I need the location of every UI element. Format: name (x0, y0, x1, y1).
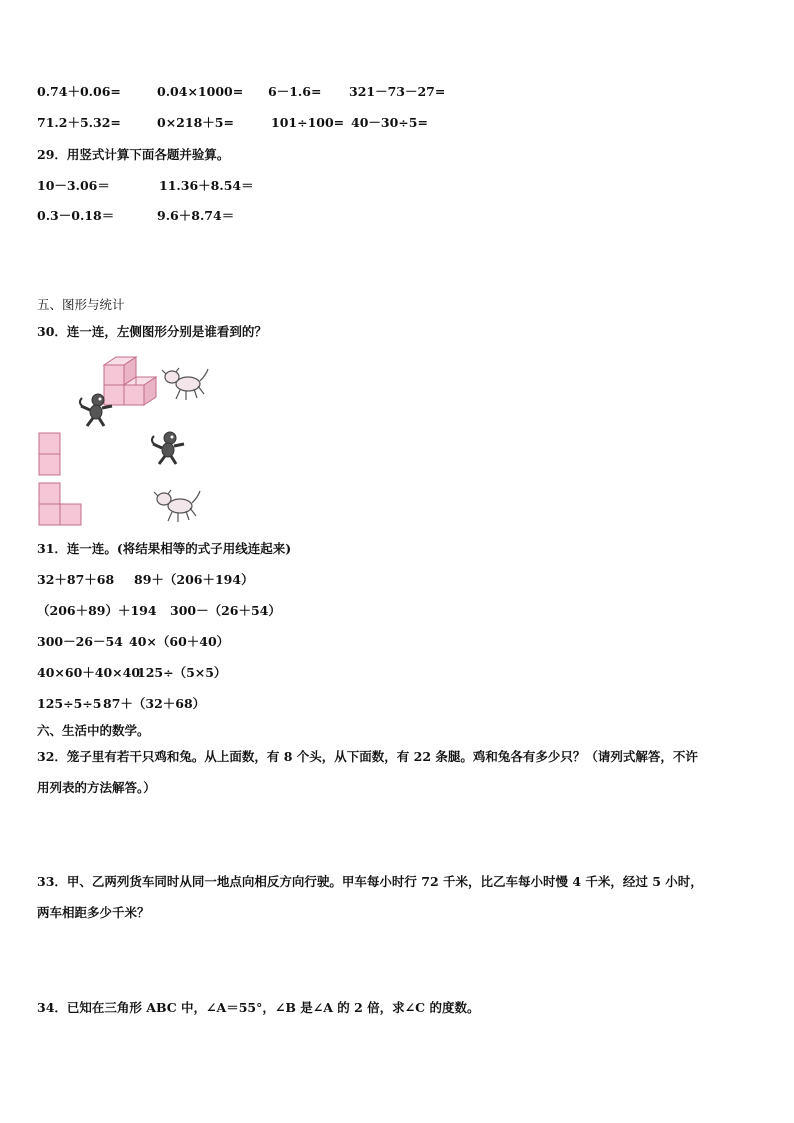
dog-icon (150, 488, 202, 524)
calc-expr: 9.6＋8.74＝ (157, 208, 235, 223)
calc-expr: 11.36＋8.54＝ (159, 178, 254, 193)
expression-right: 125÷（5×5） (137, 665, 227, 680)
calc-expr: 101÷100= (271, 115, 345, 130)
section-heading: 六、生活中的数学。 (37, 723, 150, 738)
calc-expr: 40－30÷5= (351, 115, 428, 130)
expression-left: 300－26－54 (37, 634, 123, 649)
question-33-text: 两车相距多少千米？ (37, 905, 150, 920)
expression-right: 40×（60＋40） (129, 634, 230, 649)
question-30-title: 30．连一连，左侧图形分别是谁看到的？ (37, 324, 267, 339)
calc-expr: 10－3.06＝ (37, 178, 110, 193)
question-31-title: 31．连一连。(将结果相等的式子用线连起来) (37, 541, 292, 556)
monkey-icon (150, 430, 188, 466)
question-32-text: 32．笼子里有若干只鸡和兔。从上面数，有 8 个头，从下面数，有 22 条腿。鸡和兔各有多少只？（请列式解答，不许 (37, 749, 698, 764)
expression-left: （206＋89）＋194 (37, 603, 157, 618)
dog-icon (158, 366, 210, 402)
question-33-text: 33．甲、乙两列货车同时从同一地点向相反方向行驶。甲车每小时行 72 千米，比乙车每小时慢 4 千米，经过 5 小时， (37, 874, 703, 889)
calc-expr: 0.3－0.18＝ (37, 208, 115, 223)
calc-expr: 321－73－27= (349, 84, 446, 99)
calc-expr: 6－1.6= (268, 84, 322, 99)
calc-expr: 71.2＋5.32= (37, 115, 121, 130)
cube (124, 377, 156, 405)
front-view-figure (38, 432, 62, 476)
expression-left: 32＋87＋68 (37, 572, 115, 587)
calc-expr: 0.74＋0.06= (37, 84, 121, 99)
expression-left: 125÷5÷5 (37, 696, 102, 711)
question-29-title: 29．用竖式计算下面各题并验算。 (37, 147, 230, 162)
calc-expr: 0×218＋5= (157, 115, 234, 130)
question-34-text: 34．已知在三角形 ABC 中，∠A＝55°，∠B 是∠A 的 2 倍，求∠C 的度数。 (37, 1000, 480, 1015)
expression-left: 40×60＋40×40 (37, 665, 141, 680)
question-32-text: 用列表的方法解答。） (37, 780, 156, 795)
expression-right: 89＋（206＋194） (134, 572, 254, 587)
expression-right: 87＋（32＋68） (103, 696, 206, 711)
monkey-icon (78, 392, 116, 428)
expression-right: 300－（26＋54） (170, 603, 281, 618)
section-heading: 五、图形与统计 (37, 297, 125, 312)
side-view-figure (38, 482, 84, 526)
calc-expr: 0.04×1000= (157, 84, 244, 99)
